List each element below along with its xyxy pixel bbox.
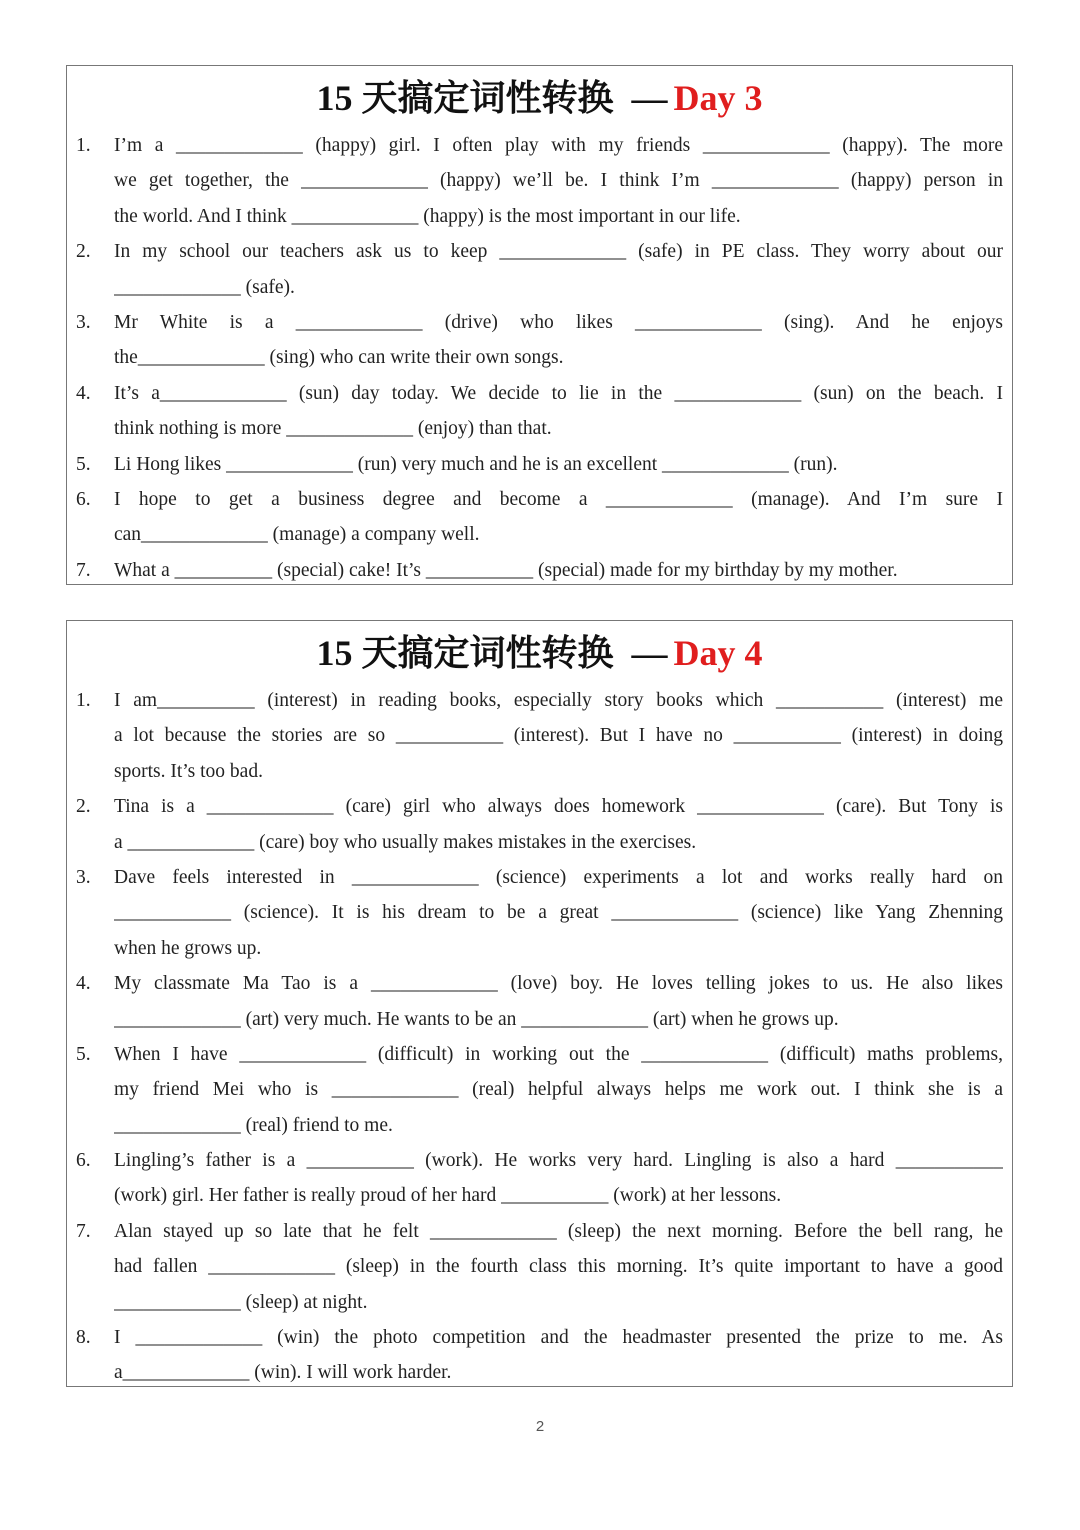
item-number: 8. (76, 1327, 91, 1349)
exercise-line: _____________ (safe). (114, 276, 295, 298)
exercise-item (67, 683, 1012, 789)
exercise-item (67, 789, 1012, 860)
item-number: 3. (76, 311, 91, 333)
title-prefix: 15 天搞定词性转换 (316, 78, 614, 118)
exercise-item (67, 1143, 1012, 1214)
exercise-line: _____________ (sleep) at night. (114, 1291, 368, 1313)
exercise-line: Mr White is a _____________ (drive) who likes _____________ (sing). And he enjoys (114, 311, 1003, 333)
exercise-line: had fallen _____________ (sleep) in the fourth class this morning. It’s quite important to have a good (114, 1256, 1003, 1278)
exercise-line: the world. And I think _____________ (happy) is the most important in our life. (114, 205, 741, 227)
exercise-item (67, 1320, 1012, 1391)
exercise-line: ____________ (science). It is his dream to be a great _____________ (science) like Yang Zhenning (114, 902, 1003, 924)
title-prefix: 15 天搞定词性转换 (316, 633, 614, 673)
exercise-line: my friend Mei who is _____________ (real) helpful always helps me work out. I think she is a (114, 1079, 1003, 1101)
exercise-item (67, 376, 1012, 447)
item-number: 5. (76, 1043, 91, 1065)
exercise-item (67, 966, 1012, 1037)
exercise-line: think nothing is more _____________ (enjoy) than that. (114, 418, 552, 440)
exercise-item (67, 482, 1012, 553)
item-number: 7. (76, 559, 91, 581)
item-number: 4. (76, 973, 91, 995)
exercise-item (67, 305, 1012, 376)
exercise-line: a _____________ (care) boy who usually makes mistakes in the exercises. (114, 831, 697, 853)
exercise-line: I hope to get a business degree and become a _____________ (manage). And I’m sure I (114, 488, 1003, 510)
item-number: 4. (76, 382, 91, 404)
exercise-item (67, 128, 1012, 234)
title-day: Day 4 (673, 633, 763, 673)
exercise-line: What a __________ (special) cake! It’s ___________ (special) made for my birthday by my mother. (114, 559, 898, 581)
exercise-line: when he grows up. (114, 937, 262, 959)
exercise-item (67, 1214, 1012, 1320)
exercise-item (67, 234, 1012, 305)
exercise-line: When I have _____________ (difficult) in working out the _____________ (difficult) maths problems, (114, 1043, 1003, 1065)
exercise-line: Dave feels interested in _____________ (science) experiments a lot and works really hard on (114, 866, 1003, 888)
exercise-line: _____________ (art) very much. He wants to be an _____________ (art) when he grows up. (114, 1008, 839, 1030)
title-day: Day 3 (673, 78, 763, 118)
item-number: 1. (76, 135, 91, 156)
item-number: 5. (76, 453, 91, 475)
item-number: 3. (76, 866, 91, 888)
exercise-line: It’s a_____________ (sun) day today. We decide to lie in the _____________ (sun) on the beach. I (114, 382, 1003, 404)
exercise-line: Tina is a _____________ (care) girl who always does homework _____________ (care). But Tony is (114, 796, 1003, 818)
exercise-line: In my school our teachers ask us to keep _____________ (safe) in PE class. They worry about our (114, 241, 1003, 263)
exercise-line: we get together, the _____________ (happy) we’ll be. I think I’m _____________ (happy) person in (114, 170, 1003, 192)
section-title (67, 623, 1012, 683)
exercise-line: can_____________ (manage) a company well. (114, 524, 480, 546)
exercise-line: Alan stayed up so late that he felt _____________ (sleep) the next morning. Before the bell rang, he (114, 1220, 1003, 1242)
item-number: 6. (76, 488, 91, 510)
exercise-line: _____________ (real) friend to me. (114, 1114, 393, 1136)
exercise-item (67, 553, 1012, 588)
item-number: 6. (76, 1150, 91, 1172)
exercise-line: a_____________ (win). I will work harder. (114, 1362, 452, 1384)
exercise-line: sports. It’s too bad. (114, 760, 263, 782)
item-number: 1. (76, 690, 91, 711)
exercise-item (67, 1037, 1012, 1143)
exercise-list (67, 128, 1012, 588)
item-number: 2. (76, 241, 91, 263)
exercise-item (67, 447, 1012, 482)
title-dash: — (631, 633, 668, 673)
exercise-line: (work) girl. Her father is really proud of her hard ___________ (work) at her lessons. (114, 1185, 782, 1207)
title-dash: — (631, 78, 668, 118)
exercise-line: the_____________ (sing) who can write their own songs. (114, 347, 564, 369)
section-title (67, 68, 1012, 128)
exercise-item (67, 860, 1012, 966)
exercise-line: I’m a _____________ (happy) girl. I often play with my friends _____________ (happy). The more (114, 135, 1003, 156)
page-number: 2 (535, 1418, 545, 1435)
exercise-line: My classmate Ma Tao is a _____________ (love) boy. He loves telling jokes to us. He also likes (114, 973, 1003, 995)
item-number: 2. (76, 796, 91, 818)
exercise-line: I am__________ (interest) in reading books, especially story books which ___________ (interest) me (114, 690, 1003, 711)
exercise-list (67, 683, 1012, 1391)
exercise-line: I _____________ (win) the photo competition and the headmaster presented the prize to me. As (114, 1327, 1003, 1349)
exercise-box-day-4 (66, 620, 1013, 1387)
exercise-line: a lot because the stories are so ___________ (interest). But I have no ___________ (interest) in doing (114, 725, 1003, 747)
exercise-line: Lingling’s father is a ___________ (work). He works very hard. Lingling is also a hard ___________ (114, 1150, 1003, 1172)
item-number: 7. (76, 1220, 91, 1242)
exercise-line: Li Hong likes _____________ (run) very much and he is an excellent _____________ (run). (114, 453, 838, 475)
exercise-box-day-3 (66, 65, 1013, 585)
